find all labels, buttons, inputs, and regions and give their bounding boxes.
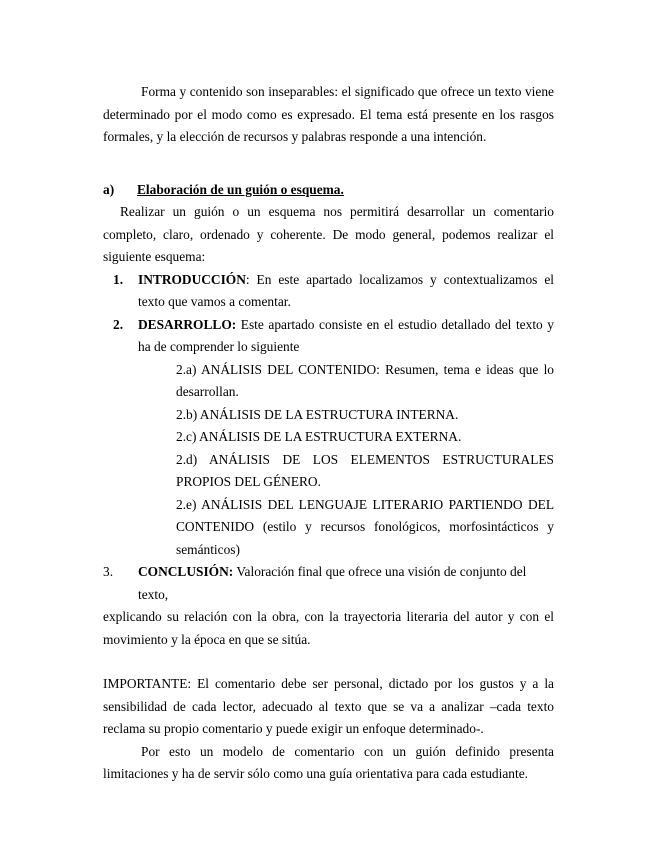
subitem-2c: 2.c) ANÁLISIS DE LA ESTRUCTURA EXTERNA.: [176, 429, 462, 444]
important-paragraph: IMPORTANTE: El comentario debe ser personal, dictado por los gustos y a la sensibilidad de cada lector, adecuado al texto que se va a analizar –cada texto reclama su propio comentario y puede exigir un enfoque determinado-.: [103, 676, 554, 736]
section-a-title: Elaboración de un guión o esquema.: [137, 181, 344, 197]
section-a-intro: Realizar un guión o un esquema nos permitirá desarrollar un comentario completo, claro, ordenado y coherente. De modo general, podemos realizar el siguiente esquema:: [103, 204, 554, 264]
list-item-number: 3.: [103, 564, 114, 579]
list-item-title: CONCLUSIÓN:: [138, 564, 234, 579]
list-item-text: [138, 269, 554, 314]
intro-paragraph: Forma y contenido son inseparables: el significado que ofrece un texto viene determinado por el modo como es expresado. El tema está presente en los rasgos formales, y la elección de recursos y palabras responde a una intención.: [103, 84, 554, 144]
subitem-2d: 2.d) ANÁLISIS DE LOS ELEMENTOS ESTRUCTURALES PROPIOS DEL GÉNERO.: [176, 451, 554, 489]
list-item-introduccion: [103, 269, 554, 314]
section-a-heading: [103, 179, 554, 202]
section-a-label: a): [103, 181, 115, 197]
list-item-number: 2.: [113, 316, 124, 332]
list-item-text: [138, 314, 554, 359]
list-item-body: Valoración final que ofrece una visión de conjunto del texto,: [138, 564, 527, 602]
closing-paragraph: Por esto un modelo de comentario con un guión definido presenta limitaciones y ha de servir sólo como una guía orientativa para cada estudiante.: [103, 743, 554, 781]
list-item-title: DESARROLLO:: [138, 316, 237, 332]
list-item-number: 1.: [113, 271, 124, 287]
list-item-body: Este apartado consiste en el estudio detallado del texto y ha de comprender lo siguiente: [138, 316, 554, 354]
subitem-2e: 2.e) ANÁLISIS DEL LENGUAJE LITERARIO PARTIENDO DEL CONTENIDO (estilo y recursos fonológicos, morfosintácticos y semánticos): [176, 496, 554, 557]
spacer: [103, 651, 554, 673]
list-item-title: INTRODUCCIÓN: [138, 271, 246, 287]
list-item-conclusion: [103, 561, 554, 606]
conclusion-continuation: explicando su relación con la obra, con la trayectoria literaria del autor y con el movimiento y la época en que se sitúa.: [103, 609, 554, 647]
subitem-2b: 2.b) ANÁLISIS DE LA ESTRUCTURA INTERNA.: [176, 406, 459, 422]
list-item-text: [138, 561, 554, 606]
spacer: [103, 149, 554, 171]
list-item-desarrollo: [103, 314, 554, 359]
subitem-2a: 2.a) ANÁLISIS DEL CONTENIDO: Resumen, tema e ideas que lo desarrollan.: [176, 361, 554, 399]
list-item-body: : En este apartado localizamos y contextualizamos el texto que vamos a comentar.: [138, 271, 554, 309]
